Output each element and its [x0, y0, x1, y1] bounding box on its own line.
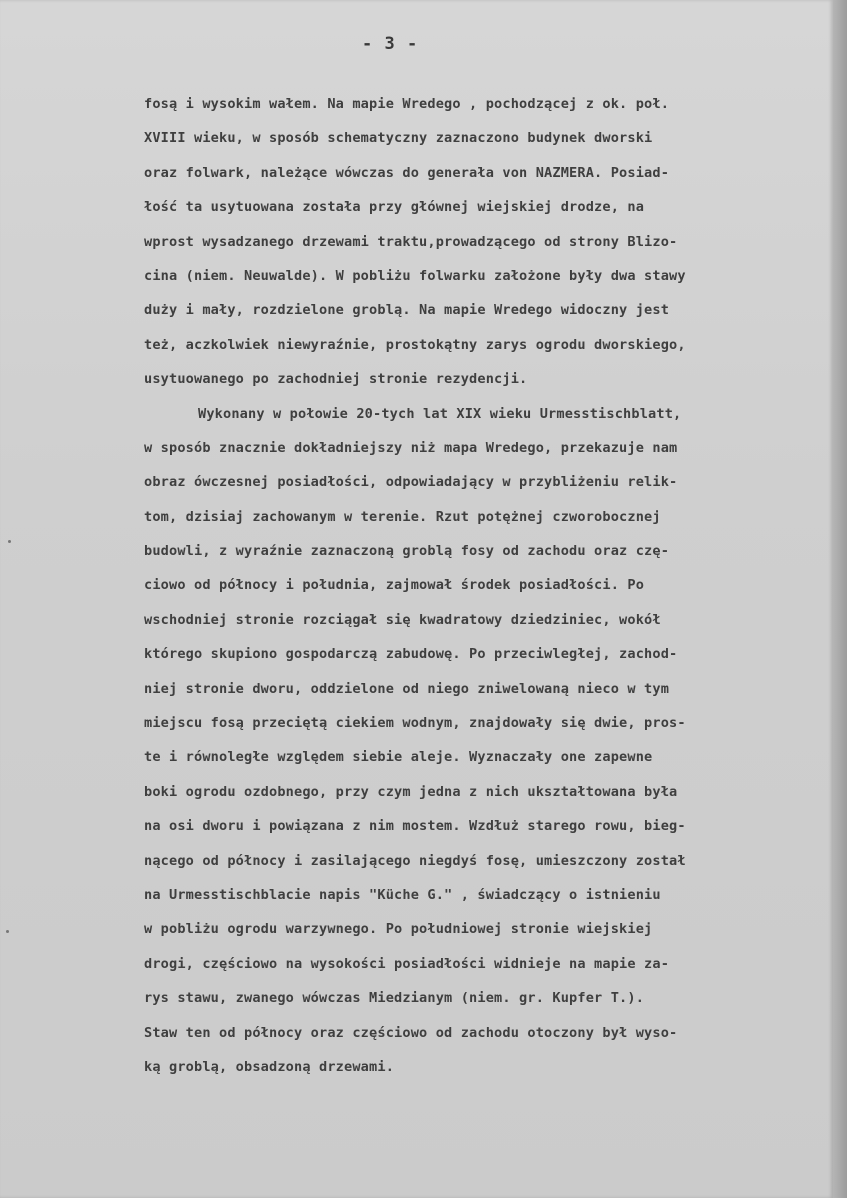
page-edge-shadow	[833, 0, 847, 1198]
text-line: miejscu fosą przeciętą ciekiem wodnym, znajdowały się dwie, pros-	[144, 715, 686, 732]
text-line: ciowo od północy i południa, zajmował środek posiadłości. Po	[144, 577, 645, 594]
text-line: Wykonany w połowie 20-tych lat XIX wieku Urmesstischblatt,	[198, 405, 682, 422]
text-line: Staw ten od północy oraz częściowo od zachodu otoczony był wyso-	[144, 1024, 678, 1041]
text-line: też, aczkolwiek niewyraźnie, prostokątny zarys ogrodu dworskiego,	[144, 336, 686, 353]
text-line: na osi dworu i powiązana z nim mostem. Wzdłuż starego rowu, bieg-	[144, 818, 686, 835]
document-body	[144, 94, 824, 1091]
text-line: budowli, z wyraźnie zaznaczoną groblą fosy od zachodu oraz czę-	[144, 543, 670, 560]
text-line: łość ta usytuowana została przy głównej wiejskiej drodze, na	[144, 199, 645, 216]
text-line: w pobliżu ogrodu warzywnego. Po południowej stronie wiejskiej	[144, 921, 653, 938]
text-line: wprost wysadzanego drzewami traktu,prowadzącego od strony Blizo-	[144, 233, 678, 250]
text-line: wschodniej stronie rozciągał się kwadratowy dziedziniec, wokół	[144, 611, 661, 628]
text-line: cina (niem. Neuwalde). W pobliżu folwarku założone były dwa stawy	[144, 267, 686, 284]
paragraph-2	[144, 404, 824, 1092]
text-line: drogi, częściowo na wysokości posiadłości widnieje na mapie za-	[144, 955, 670, 972]
text-line: te i równoległe względem siebie aleje. Wyznaczały one zapewne	[144, 749, 653, 766]
text-line: w sposób znacznie dokładniejszy niż mapa Wredego, przekazuje nam	[144, 439, 678, 456]
text-line: tom, dzisiaj zachowanym w terenie. Rzut potężnej czworobocznej	[144, 508, 661, 525]
text-line: XVIII wieku, w sposób schematyczny zaznaczono budynek dworski	[144, 130, 653, 147]
text-line: duży i mały, rozdzielone groblą. Na mapie Wredego widoczny jest	[144, 302, 670, 319]
text-line: oraz folwark, należące wówczas do generała von NAZMERA. Posiad-	[144, 164, 670, 181]
text-line: którego skupiono gospodarczą zabudowę. Po przeciwległej, zachod-	[144, 646, 678, 663]
text-line: boki ogrodu ozdobnego, przy czym jedna z nich ukształtowana była	[144, 783, 678, 800]
text-line: niej stronie dworu, oddzielone od niego zniwelowaną nieco w tym	[144, 680, 670, 697]
text-line: na Urmesstischblacie napis "Küche G." , świadczący o istnieniu	[144, 886, 661, 903]
text-line: usytuowanego po zachodniej stronie rezydencji.	[144, 371, 528, 388]
page-number: - 3 -	[362, 34, 419, 54]
text-line: ką groblą, obsadzoną drzewami.	[144, 1058, 395, 1075]
text-line: fosą i wysokim wałem. Na mapie Wredego , pochodzącej z ok. poł.	[144, 96, 670, 112]
margin-mark	[8, 540, 11, 543]
margin-mark	[6, 930, 9, 933]
text-line: obraz ówczesnej posiadłości, odpowiadający w przybliżeniu relik-	[144, 474, 678, 491]
text-line: nącego od północy i zasilającego niegdyś fosę, umieszczony został	[144, 852, 686, 869]
paragraph-1	[144, 94, 824, 404]
text-line: rys stawu, zwanego wówczas Miedzianym (niem. gr. Kupfer T.).	[144, 990, 645, 1007]
